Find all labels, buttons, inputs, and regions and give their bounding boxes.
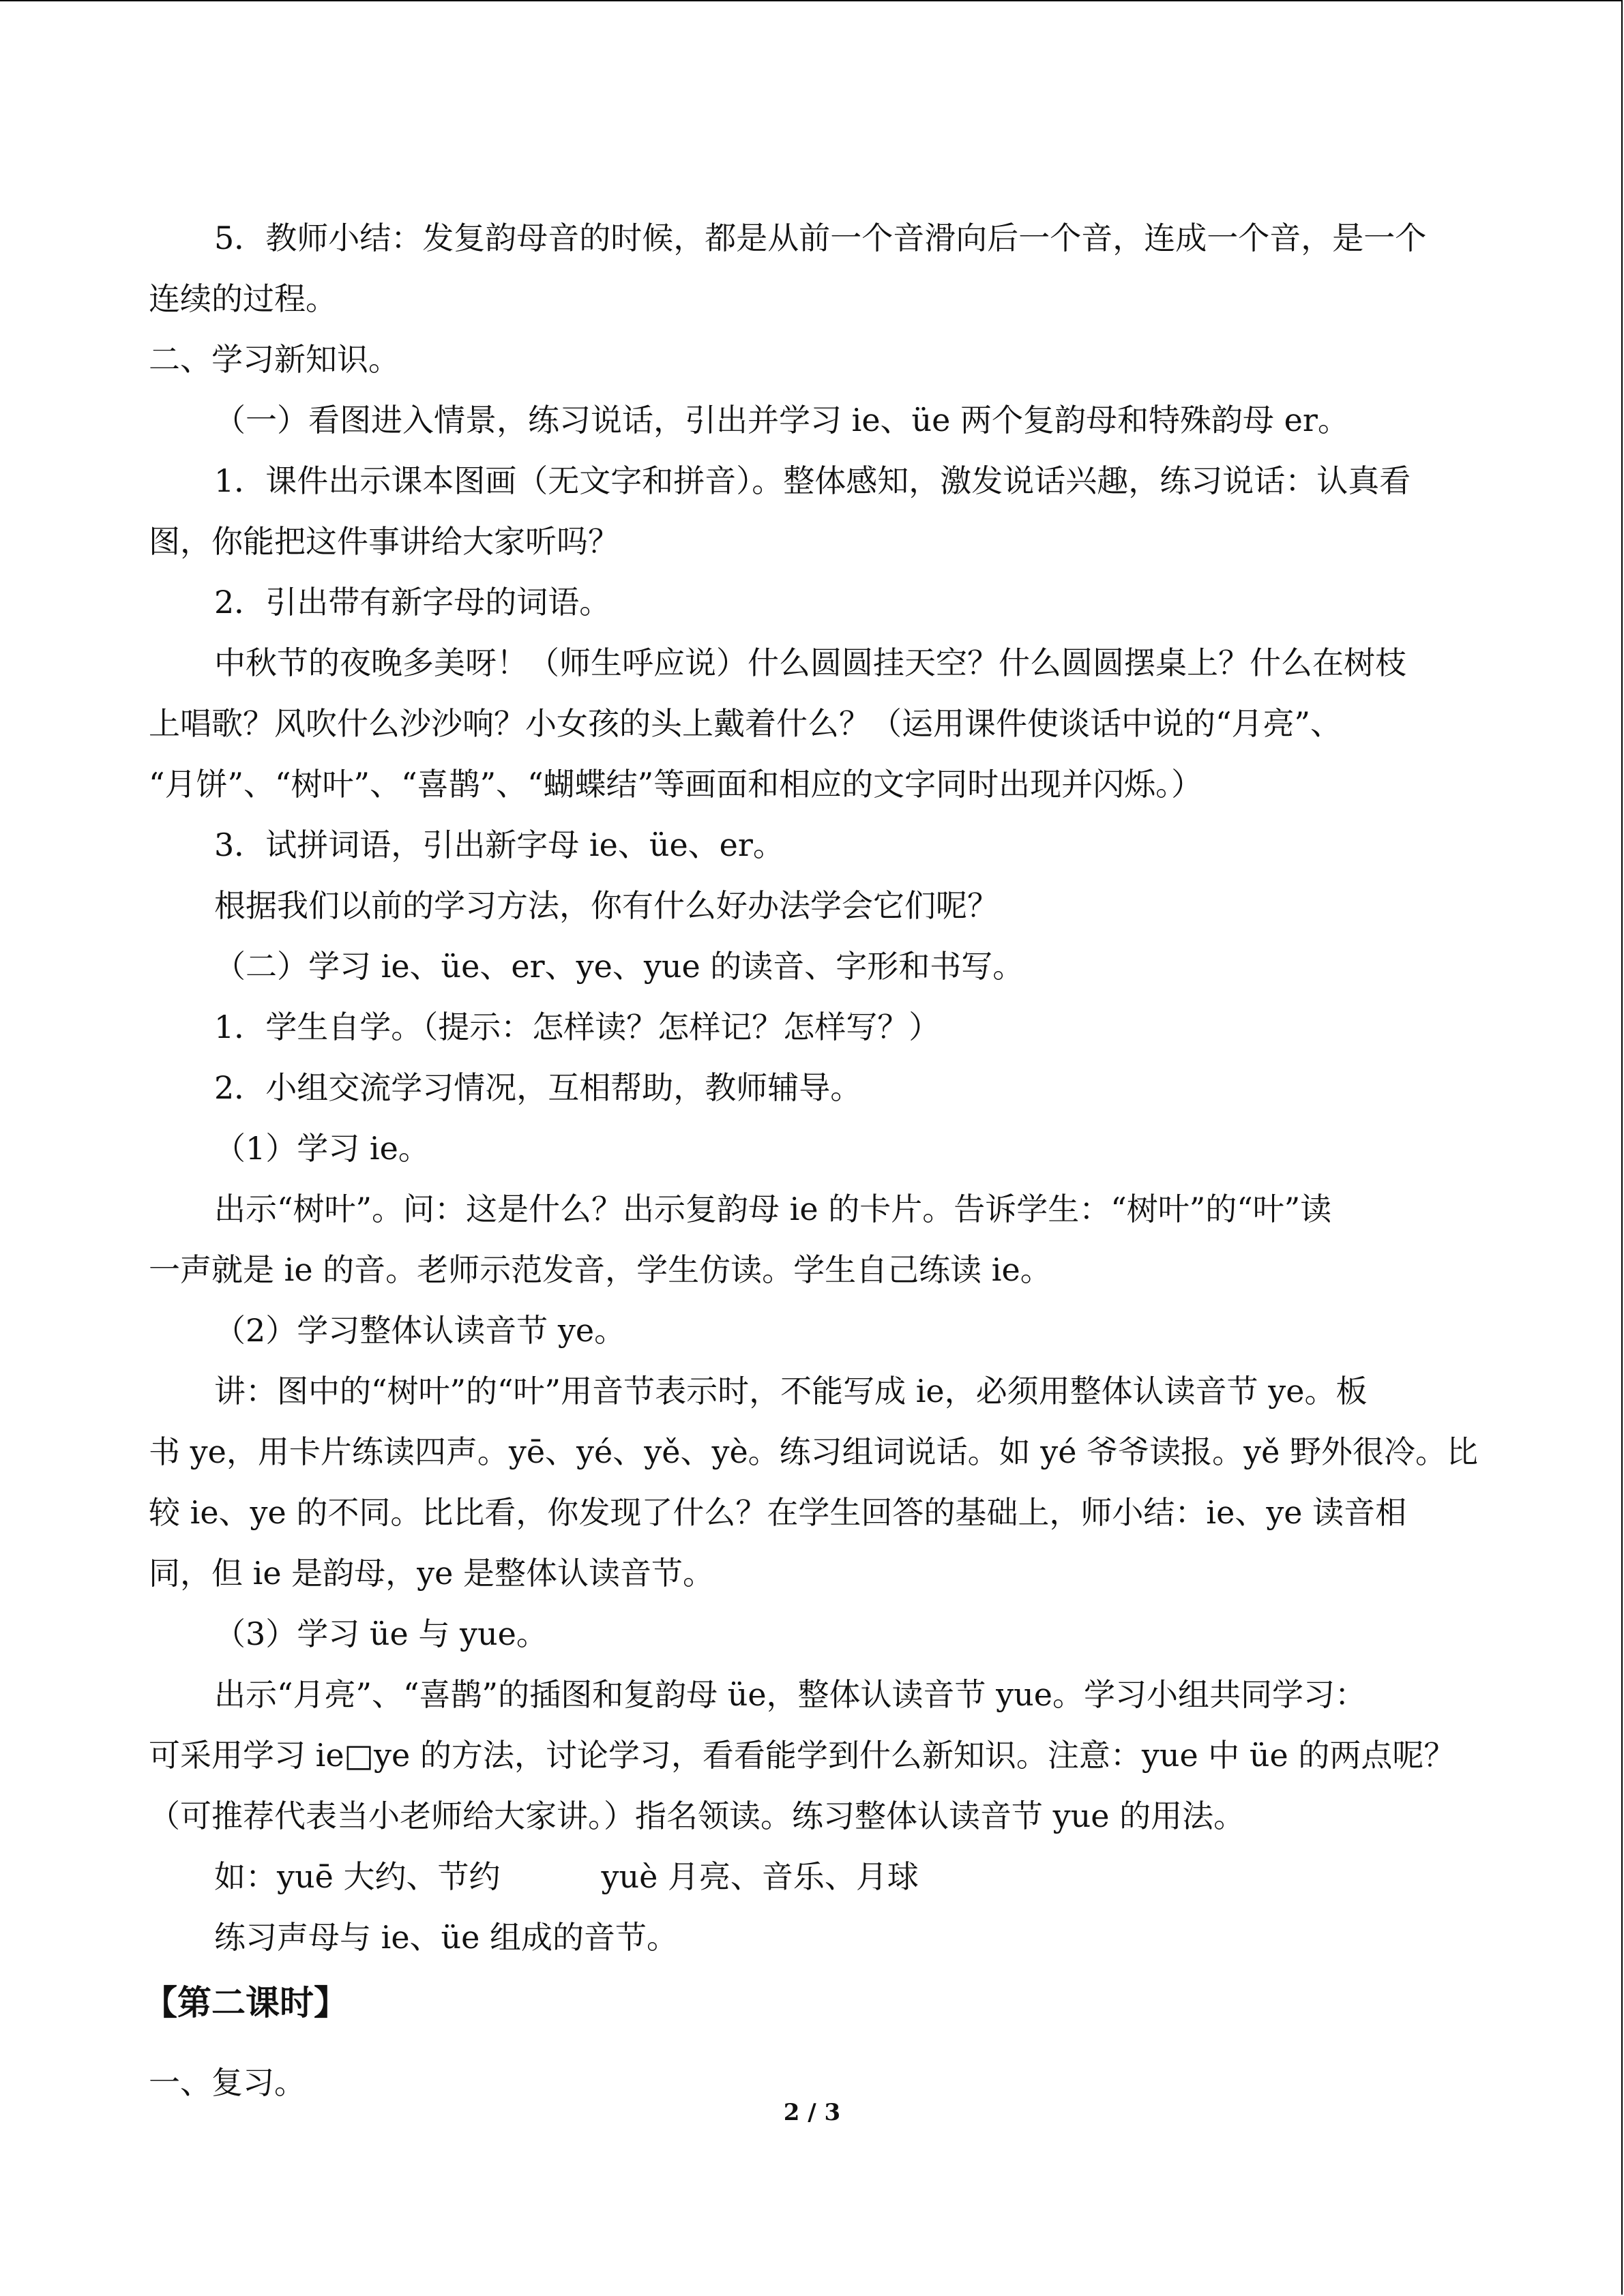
example-line: [149, 1847, 1479, 1907]
paragraph-line: 5．教师小结：发复韵母音的时候，都是从前一个音滑向后一个音，连成一个音，是一个: [214, 220, 1427, 256]
paragraph-line: 2．小组交流学习情况，互相帮助，教师辅导。: [214, 1069, 862, 1106]
paragraph-line: 讲：图中的“树叶”的“叶”用音节表示时，不能写成 ie，必须用整体认读音节 ye。板: [214, 1373, 1368, 1410]
paragraph-line: （2）学习整体认读音节 ye。: [214, 1312, 626, 1349]
paragraph-line: 1．学生自学。（提示：怎样读？怎样记？怎样写？）: [214, 1009, 941, 1045]
paragraph-list: [149, 208, 1479, 1847]
paragraph-line: （一）看图进入情景，练习说话，引出并学习 ie、üe 两个复韵母和特殊韵母 er。: [214, 402, 1349, 438]
paragraph-line: 上唱歌？风吹什么沙沙响？小女孩的头上戴着什么？（运用课件使谈话中说的“月亮”、: [149, 705, 1342, 742]
paragraph-line: “月饼”、“树叶”、“喜鹊”、“蝴蝶结”等画面和相应的文字同时出现并闪烁。）: [149, 766, 1203, 803]
paragraph-line: 1．课件出示课本图画（无文字和拼音）。整体感知，激发说话兴趣，练习说话：认真看: [214, 462, 1411, 499]
page-number: 2 / 3: [783, 2099, 841, 2126]
paragraph-line: 根据我们以前的学习方法，你有什么好办法学会它们呢？: [214, 887, 999, 924]
paragraph-line: 较 ie、ye 的不同。比比看，你发现了什么？在学生回答的基础上，师小结：ie、ye 读音相: [149, 1494, 1407, 1531]
paragraph-line: 2．引出带有新字母的词语。: [214, 584, 611, 621]
paragraph-line: 二、学习新知识。: [149, 341, 400, 378]
document-body: [143, 208, 1479, 2113]
paragraph-line: 出示“月亮”、“喜鹊”的插图和复韵母 üe，整体认读音节 yue。学习小组共同学习：: [214, 1676, 1366, 1713]
paragraph-line: 3．试拼词语，引出新字母 ie、üe、er。: [214, 826, 784, 863]
example-right: yuè 月亮、音乐、月球: [601, 1858, 919, 1895]
paragraph-line: （3）学习 üe 与 yue。: [214, 1615, 548, 1652]
review-line: 一、复习。: [149, 2064, 306, 2101]
paragraph-line: （二）学习 ie、üe、er、ye、yue 的读音、字形和书写。: [214, 948, 1024, 985]
paragraph-line: 书 ye，用卡片练读四声。yē、yé、yě、yè。练习组词说话。如 yé 爷爷读报。yě 野外很冷。比: [149, 1433, 1478, 1470]
paragraph-line: 图，你能把这件事讲给大家听吗？: [149, 523, 619, 560]
paragraph-line: 中秋节的夜晚多美呀！（师生呼应说）什么圆圆挂天空？什么圆圆摆桌上？什么在树枝: [214, 644, 1406, 681]
paragraph-line: 一声就是 ie 的音。老师示范发音，学生仿读。学生自己练读 ie。: [149, 1251, 1052, 1288]
paragraph-line: 出示“树叶”。问：这是什么？出示复韵母 ie 的卡片。告诉学生：“树叶”的“叶”读: [214, 1191, 1332, 1227]
paragraph-line: 同，但 ie 是韵母，ye 是整体认读音节。: [149, 1555, 715, 1592]
example-left: 如：yuē 大约、节约: [214, 1858, 501, 1895]
paragraph-line: （1）学习 ie。: [214, 1130, 430, 1167]
paragraph-line: 可采用学习 ie□ye 的方法，讨论学习，看看能学到什么新知识。注意：yue 中 üe 的两点呢？: [149, 1737, 1456, 1774]
paragraph-line: （可推荐代表当小老师给大家讲。）指名领读。练习整体认读音节 yue 的用法。: [149, 1798, 1245, 1834]
practice-line: 练习声母与 ie、üe 组成的音节。: [214, 1919, 679, 1956]
paragraph-line: 连续的过程。: [149, 280, 337, 317]
section-heading: 【第二课时】: [143, 1983, 348, 2023]
